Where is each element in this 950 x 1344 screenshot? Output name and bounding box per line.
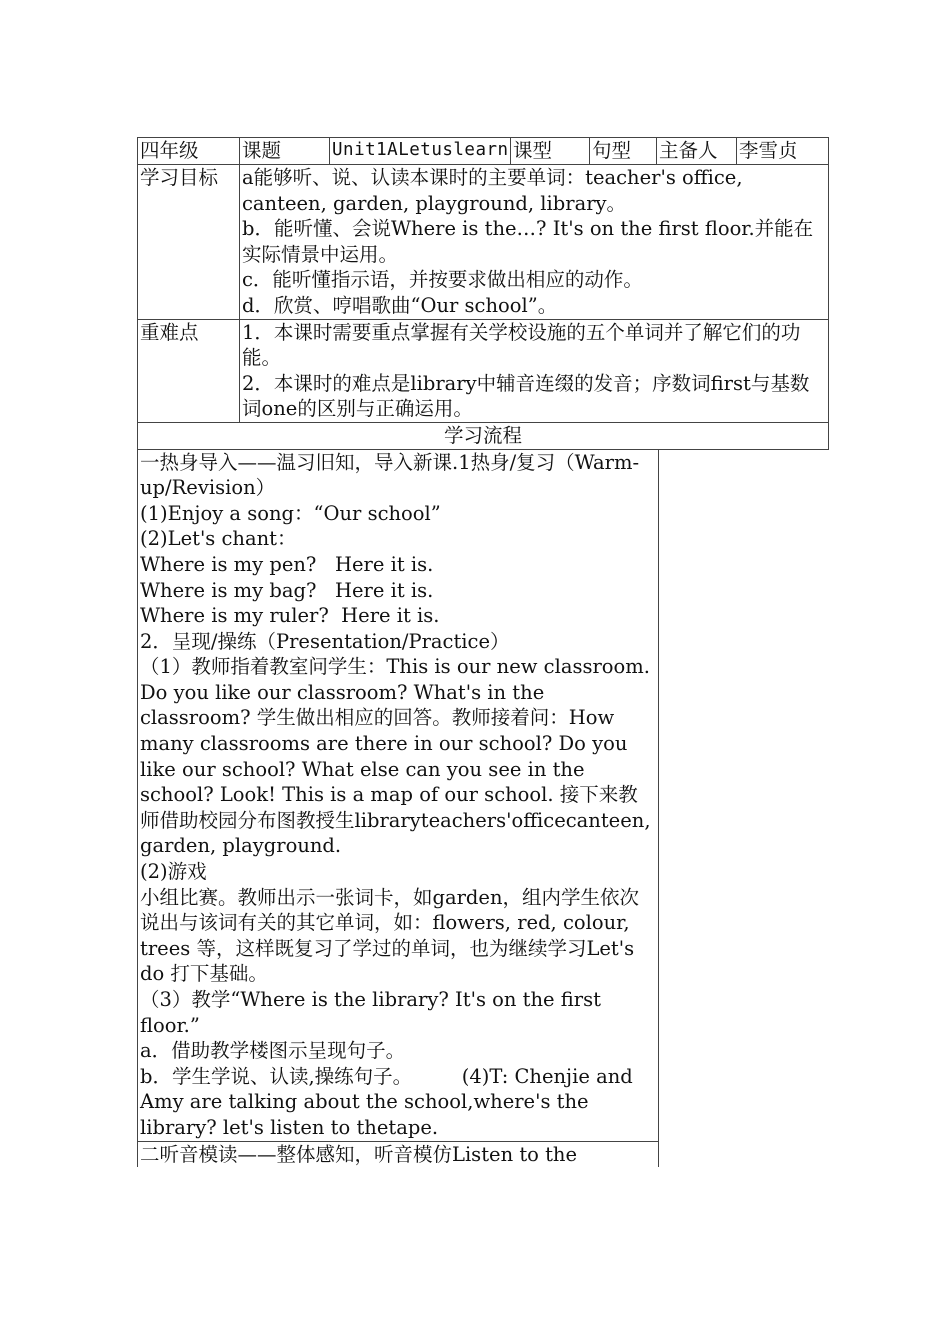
- key-point-2: 2．本课时的难点是library中辅音连缀的发音；序数词first与基数词one的区别与正确运用。: [242, 371, 810, 421]
- objective-c: c．能听懂指示语，并按要求做出相应的动作。: [242, 268, 643, 292]
- next-section-heading: 二听音模读——整体感知，听音模仿Listen to the: [138, 1141, 659, 1167]
- type-value: 句型: [590, 138, 657, 165]
- objective-b: b．能听懂、会说Where is the…? It's on the first floor.并能在实际情景中运用。: [242, 217, 814, 266]
- header-row: [138, 138, 829, 165]
- lesson-plan-table: [137, 137, 829, 450]
- flow-line-step-1: （1）教师指着教室问学生：This is our new classroom. Do you like our classroom? What's in the classroom? 学生做出相应的回答。教师接着问：How many classrooms are there in our school? Do you like our school? What else can you see in the school? Look! This is a map of our school. 接下来教师借助校园分布图教授生libraryteachers'officecanteen, garden, playground.: [140, 655, 657, 858]
- flow-line-warmup: 一热身导入——温习旧知，导入新课.1热身/复习（Warm-up/Revision）: [140, 450, 640, 500]
- objective-d: d．欣赏、哼唱歌曲“Our school”。: [242, 293, 558, 317]
- next-section-row: [138, 1141, 829, 1167]
- lesson-plan-document: [137, 137, 828, 1167]
- topic-label: 课题: [240, 138, 330, 165]
- flow-line-step-3a: a．借助教学楼图示呈现句子。: [140, 1039, 406, 1063]
- topic-value: Unit1ALetuslearn: [330, 138, 511, 165]
- objectives-content: [240, 165, 829, 320]
- flow-line-game: (2)游戏: [140, 860, 207, 884]
- flow-line-chant-3: Where is my ruler? Here it is.: [140, 604, 440, 628]
- key-points-label: 重难点: [138, 319, 240, 422]
- flow-line-presentation: 2．呈现/操练（Presentation/Practice）: [140, 629, 510, 653]
- preparer-label: 主备人: [657, 138, 737, 165]
- flow-table: [137, 449, 829, 1168]
- flow-line-game-desc: 小组比赛。教师出示一张词卡，如garden，组内学生依次说出与该词有关的其它单词，如：flowers, red, colour, trees 等，这样既复习了学过的单词，也为继续学习Let's do 打下基础。: [140, 885, 641, 986]
- key-points-row: [138, 319, 829, 422]
- key-points-content: [240, 319, 829, 422]
- flow-title-row: [138, 422, 829, 449]
- flow-line-step-3b: b．学生学说、认读,操练句子。 (4)T: Chenjie and Amy are talking about the school,where's the library? let's listen to thetape.: [140, 1064, 639, 1139]
- flow-notes-column: [659, 449, 829, 1141]
- flow-content-row: [138, 449, 829, 1141]
- flow-line-step-3: （3）教学“Where is the library? It's on the first floor.”: [140, 988, 608, 1037]
- flow-title: 学习流程: [138, 422, 829, 449]
- flow-content: [138, 449, 659, 1141]
- type-label: 课型: [511, 138, 590, 165]
- next-section-notes: [659, 1141, 829, 1167]
- flow-line-song: (1)Enjoy a song：“Our school”: [140, 501, 441, 525]
- flow-line-chant: (2)Let's chant：: [140, 527, 297, 551]
- grade-cell: 四年级: [138, 138, 240, 165]
- preparer-value: 李雪贞: [737, 138, 829, 165]
- objectives-label: 学习目标: [138, 165, 240, 320]
- objective-a: a能够听、说、认读本课时的主要单词：teacher's office, canteen, garden, playground, library。: [242, 166, 749, 215]
- flow-line-chant-1: Where is my pen? Here it is.: [140, 552, 434, 576]
- objectives-row: [138, 165, 829, 320]
- key-point-1: 1．本课时需要重点掌握有关学校设施的五个单词并了解它们的功能。: [242, 320, 801, 370]
- flow-line-chant-2: Where is my bag? Here it is.: [140, 578, 434, 602]
